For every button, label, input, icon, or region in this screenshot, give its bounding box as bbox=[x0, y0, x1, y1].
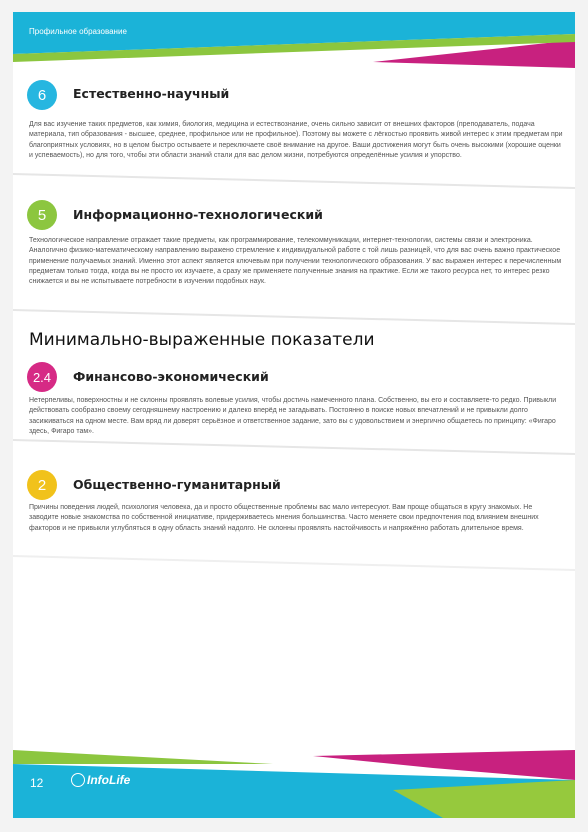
section-divider bbox=[13, 172, 575, 192]
section-title: Естественно-научный bbox=[73, 86, 230, 101]
score-badge: 6 bbox=[27, 80, 57, 110]
score-badge: 5 bbox=[27, 200, 57, 230]
footer-green-accent bbox=[13, 750, 273, 764]
logo-icon bbox=[71, 773, 85, 787]
score-badge: 2.4 bbox=[27, 362, 57, 392]
header-band bbox=[13, 12, 575, 70]
main-heading: Минимально-выраженные показатели bbox=[29, 330, 375, 350]
section-divider bbox=[13, 554, 575, 574]
section-title: Общественно-гуманитарный bbox=[73, 477, 281, 492]
section-body: Технологическое направление отражает такие предметы, как программирование, телекоммуникации, интернет-технологии, системы связи и электроника. Аналогично физико-математическому направлению выражено стремление к индивидуальной работе с той лишь разницей, что для вас очень важно практическое применение получаемых знаний. Именно этот аспект является ключевым при получении технологического образования. У вас выражен интерес к перечисленным предметам только тогда, когда вы не просто их изучаете, а сразу же применяете полученные знания на практике. Если же такого ресурса нет, то интерес резко снижается и вы не испытываете потребности в изучении подобных наук. bbox=[29, 237, 562, 286]
section-body: Нетерпеливы, поверхностны и не склонны проявлять волевые усилия, чтобы достичь намеченного плана. Собственно, вы его и составляете-то редко. Привыкли действовать сообразно своему сегодняшнему настроению и далеко вперёд не загадывать. Постоянно в поиске новых впечатлений и не привыкли долго засиживаться на одном месте. Вам вряд ли доверят серьёзное и ответственное задание, зато вы с удовольствием и энергично общаетесь по принципу: «Фигаро здесь, Фигаро там». bbox=[29, 397, 557, 435]
header-title: Профильное образование bbox=[29, 27, 127, 36]
section-divider bbox=[13, 308, 575, 328]
infolife-logo bbox=[71, 773, 130, 787]
section-title: Информационно-технологический bbox=[73, 207, 323, 222]
document-page bbox=[13, 12, 575, 818]
score-badge: 2 bbox=[27, 470, 57, 500]
section-divider bbox=[13, 438, 575, 458]
section-body: Для вас изучение таких предметов, как химия, биология, медицина и естествознание, очень сильно зависит от внешних факторов (преподаватель, подача материала, тип образования - высшее, среднее, профильное или не профильное). Поэтому вы можете с лёгкостью проявить живой интерес к этим предметам при благоприятных условиях, но в целом быстро остываете и переключаете своё внимание на другое. Ваши достижения могут быть очень высокими (хорошие оценки и успеваемость), но для того, чтобы эти области знаний стали для вас делом жизни, потребуются определённые усилия и упорство. bbox=[29, 121, 563, 159]
logo-text: InfoLife bbox=[87, 773, 131, 787]
section-title: Финансово-экономический bbox=[73, 369, 269, 384]
page-number: 12 bbox=[30, 776, 44, 790]
section-body: Причины поведения людей, психология человека, да и просто общественные проблемы вас мало интересуют. Вам проще общаться в кругу знакомых. Не заводите новые знакомства по собственной инициативе, придерживаетесь мнения большинства. Часто меняете свои предпочтения под влиянием внешних факторов и не привыкли углубляться в одну область знаний надолго. Не склонны проявлять настойчивость и напряжённо работать длительное время. bbox=[29, 504, 539, 532]
